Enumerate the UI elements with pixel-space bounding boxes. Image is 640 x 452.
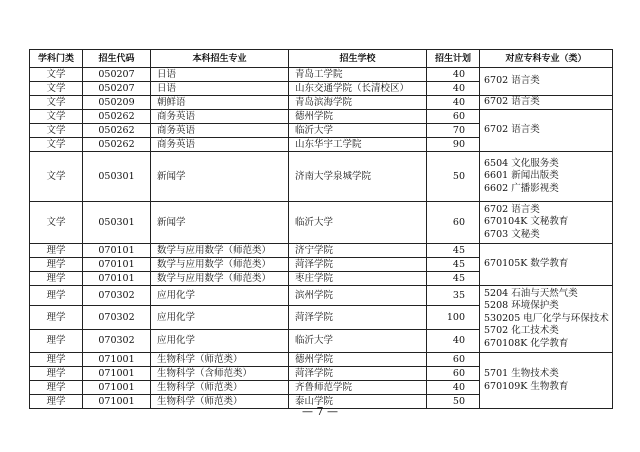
cell-code: 070101 [83, 258, 151, 272]
cell-plan: 40 [427, 82, 480, 96]
cell-code: 050262 [83, 110, 151, 124]
cell-school: 菏泽学院 [289, 258, 427, 272]
cell-category: 文学 [30, 124, 83, 138]
cell-school: 滨州学院 [289, 286, 427, 306]
cell-plan: 40 [427, 68, 480, 82]
cell-code: 070302 [83, 306, 151, 330]
cell-major: 新闻学 [151, 152, 289, 202]
cell-plan: 50 [427, 395, 480, 409]
vocational-major-line: 670104K 文秘教育 [484, 216, 569, 228]
table-row [30, 244, 613, 258]
cell-school: 菏泽学院 [289, 367, 427, 381]
vocational-major-line: 670109K 生物教育 [484, 380, 569, 392]
cell-code: 070101 [83, 244, 151, 258]
cell-major: 日语 [151, 82, 289, 96]
cell-school: 临沂大学 [289, 202, 427, 244]
cell-school: 济南大学泉城学院 [289, 152, 427, 202]
cell-category: 文学 [30, 202, 83, 244]
cell-school: 德州学院 [289, 110, 427, 124]
vocational-major-line: 6601 新闻出版类 [484, 170, 559, 182]
cell-major: 朝鲜语 [151, 96, 289, 110]
cell-plan: 40 [427, 330, 480, 353]
cell-vocational-major [480, 244, 613, 286]
table-row [30, 152, 613, 202]
header-category: 学科门类 [30, 50, 83, 68]
cell-major: 商务英语 [151, 110, 289, 124]
cell-vocational-major [480, 110, 613, 152]
cell-major: 应用化学 [151, 330, 289, 353]
cell-category: 文学 [30, 152, 83, 202]
cell-code: 050207 [83, 68, 151, 82]
header-school: 招生学校 [289, 50, 427, 68]
vocational-major-line: 6703 文秘类 [484, 228, 540, 240]
cell-school: 山东华宇工学院 [289, 138, 427, 152]
cell-category: 文学 [30, 68, 83, 82]
cell-vocational-major [480, 96, 613, 110]
vocational-major-line: 530205 电厂化学与环保技术 [484, 312, 609, 324]
cell-code: 050262 [83, 124, 151, 138]
vocational-major-line: 670105K 数学教育 [484, 258, 569, 270]
table-row [30, 202, 613, 244]
vocational-major-line: 5204 石油与天然气类 [484, 287, 578, 299]
cell-category: 理学 [30, 306, 83, 330]
cell-school: 泰山学院 [289, 395, 427, 409]
cell-major: 数学与应用数学（师范类） [151, 258, 289, 272]
cell-vocational-major [480, 286, 613, 353]
cell-major: 生物科学（含师范类） [151, 367, 289, 381]
cell-plan: 60 [427, 110, 480, 124]
cell-category: 文学 [30, 110, 83, 124]
cell-category: 文学 [30, 82, 83, 96]
vocational-major-line: 5702 化工技术类 [484, 325, 559, 337]
vocational-major-line: 5701 生物技术类 [484, 368, 559, 379]
vocational-major-line: 6702 语言类 [484, 203, 540, 215]
cell-school: 枣庄学院 [289, 272, 427, 286]
cell-plan: 45 [427, 244, 480, 258]
cell-major: 日语 [151, 68, 289, 82]
table-row [30, 286, 613, 306]
cell-plan: 45 [427, 272, 480, 286]
cell-school: 临沂大学 [289, 124, 427, 138]
cell-plan: 35 [427, 286, 480, 306]
cell-category: 理学 [30, 330, 83, 353]
cell-vocational-major [480, 202, 613, 244]
cell-school: 济宁学院 [289, 244, 427, 258]
cell-code: 050209 [83, 96, 151, 110]
vocational-major-line: 670108K 化学教育 [484, 337, 569, 349]
cell-plan: 45 [427, 258, 480, 272]
table-row [30, 96, 613, 110]
header-vocational-major: 对应专科专业（类） [480, 50, 613, 68]
cell-vocational-major [480, 152, 613, 202]
cell-category: 理学 [30, 272, 83, 286]
cell-code: 050301 [83, 152, 151, 202]
table-row [30, 68, 613, 82]
cell-category: 理学 [30, 395, 83, 409]
cell-plan: 40 [427, 381, 480, 395]
table-row [30, 353, 613, 367]
cell-plan: 40 [427, 96, 480, 110]
cell-major: 数学与应用数学（师范类） [151, 244, 289, 258]
cell-plan: 70 [427, 124, 480, 138]
cell-category: 理学 [30, 244, 83, 258]
cell-major: 生物科学（师范类） [151, 353, 289, 367]
cell-plan: 60 [427, 202, 480, 244]
cell-category: 理学 [30, 367, 83, 381]
vocational-major-line: 6602 广播影视类 [484, 182, 559, 194]
vocational-major-line: 6702 语言类 [484, 124, 540, 136]
cell-major: 商务英语 [151, 138, 289, 152]
cell-major: 商务英语 [151, 124, 289, 138]
cell-major: 生物科学（师范类） [151, 395, 289, 409]
cell-code: 070302 [83, 286, 151, 306]
cell-school: 齐鲁师范学院 [289, 381, 427, 395]
cell-vocational-major [480, 353, 613, 409]
cell-major: 应用化学 [151, 286, 289, 306]
cell-category: 理学 [30, 353, 83, 367]
cell-category: 理学 [30, 286, 83, 306]
table-header-row [30, 50, 613, 68]
cell-school: 青岛滨海学院 [289, 96, 427, 110]
cell-major: 数学与应用数学（师范类） [151, 272, 289, 286]
vocational-major-line: 6504 文化服务类 [484, 157, 559, 169]
cell-code: 050262 [83, 138, 151, 152]
cell-school: 临沂大学 [289, 330, 427, 353]
vocational-major-line: 6702 语言类 [484, 75, 540, 87]
header-plan: 招生计划 [427, 50, 480, 68]
page-number: — 7 — [302, 405, 338, 418]
cell-school: 青岛工学院 [289, 68, 427, 82]
cell-code: 070101 [83, 272, 151, 286]
cell-school: 菏泽学院 [289, 306, 427, 330]
cell-category: 文学 [30, 138, 83, 152]
vocational-major-line: 5208 环境保护类 [484, 300, 559, 312]
cell-code: 071001 [83, 367, 151, 381]
enrollment-table [29, 49, 613, 409]
cell-major: 生物科学（师范类） [151, 381, 289, 395]
cell-code: 050301 [83, 202, 151, 244]
cell-plan: 90 [427, 138, 480, 152]
cell-code: 071001 [83, 353, 151, 367]
cell-code: 071001 [83, 395, 151, 409]
cell-school: 德州学院 [289, 353, 427, 367]
cell-major: 新闻学 [151, 202, 289, 244]
cell-major: 应用化学 [151, 306, 289, 330]
cell-category: 文学 [30, 96, 83, 110]
cell-code: 071001 [83, 381, 151, 395]
cell-code: 050207 [83, 82, 151, 96]
cell-plan: 60 [427, 367, 480, 381]
header-code: 招生代码 [83, 50, 151, 68]
cell-school: 山东交通学院（长清校区） [289, 82, 427, 96]
cell-category: 理学 [30, 381, 83, 395]
cell-category: 理学 [30, 258, 83, 272]
vocational-major-line: 6702 语言类 [484, 96, 540, 108]
cell-vocational-major [480, 68, 613, 96]
table-row [30, 110, 613, 124]
cell-code: 070302 [83, 330, 151, 353]
cell-plan: 60 [427, 353, 480, 367]
cell-plan: 100 [427, 306, 480, 330]
header-major: 本科招生专业 [151, 50, 289, 68]
cell-plan: 50 [427, 152, 480, 202]
